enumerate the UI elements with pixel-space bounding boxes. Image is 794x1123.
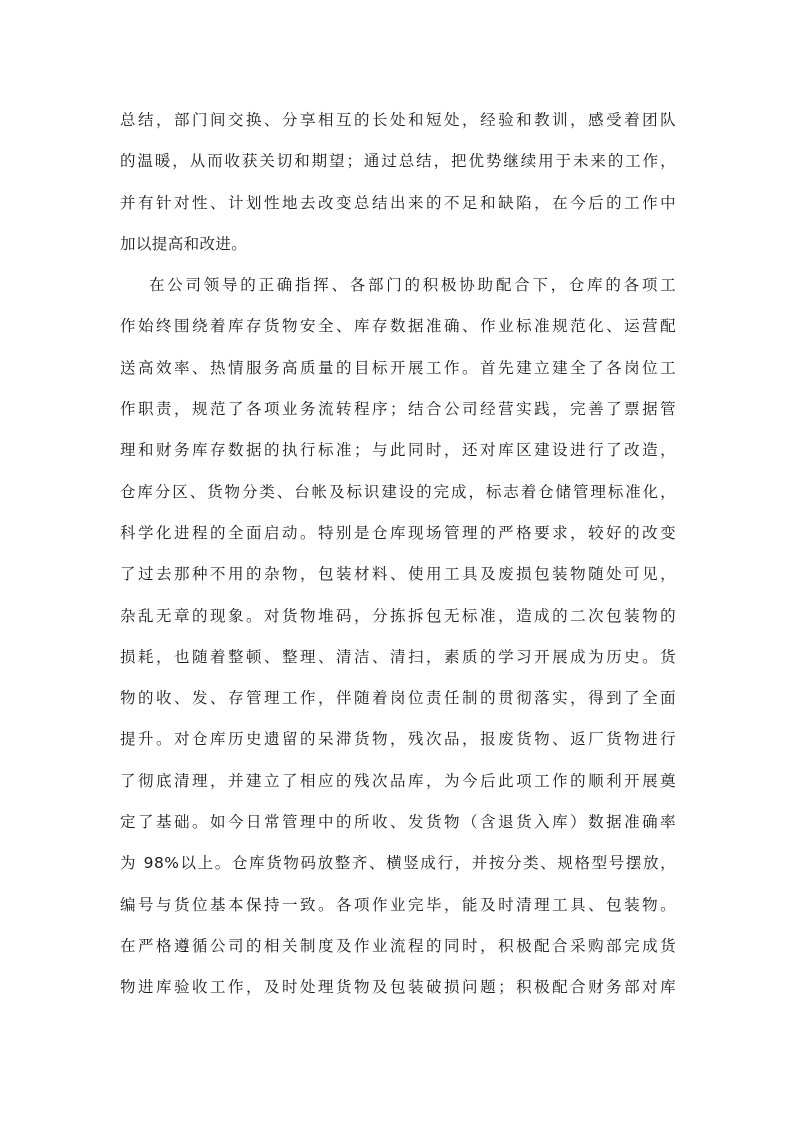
text-line: 在公司领导的正确指挥、各部门的积极协助配合下，仓库的各项工 bbox=[149, 276, 676, 295]
text-line: 物的收、发、存管理工作，伴随着岗位责任制的贯彻落实，得到了全面 bbox=[120, 689, 676, 708]
text-line: 送高效率、热情服务高质量的目标开展工作。首先建立建全了各岗位工 bbox=[120, 358, 676, 377]
document-body bbox=[120, 100, 676, 1009]
text-line: 定了基础。如今日常管理中的所收、发货物（含退货入库）数据准确率 bbox=[120, 813, 676, 832]
text-line: 提升。对仓库历史遗留的呆滞货物，残次品，报废货物、返厂货物进行 bbox=[120, 730, 676, 749]
text-line: 损耗，也随着整顿、整理、清洁、清扫，素质的学习开展成为历史。货 bbox=[120, 647, 676, 666]
text-line: 仓库分区、货物分类、台帐及标识建设的完成，标志着仓储管理标准化， bbox=[120, 482, 676, 501]
text-line: 物进库验收工作，及时处理货物及包装破损问题；积极配合财务部对库 bbox=[120, 978, 676, 997]
text-line: 为 98%以上。仓库货物码放整齐、横竖成行，并按分类、规格型号摆放， bbox=[120, 854, 676, 873]
text-line: 在严格遵循公司的相关制度及作业流程的同时，积极配合采购部完成货 bbox=[120, 936, 676, 955]
text-line: 的温暖，从而收获关切和期望；通过总结，把优势继续用于未来的工作， bbox=[120, 152, 676, 171]
text-line: 编号与货位基本保持一致。各项作业完毕，能及时清理工具、包装物。 bbox=[120, 895, 676, 914]
text-line: 理和财务库存数据的执行标准；与此同时，还对库区建设进行了改造， bbox=[120, 441, 676, 460]
text-line: 了过去那种不用的杂物，包装材料、使用工具及废损包装物随处可见， bbox=[120, 565, 676, 584]
text-line: 总结，部门间交换、分享相互的长处和短处，经验和教训，感受着团队 bbox=[120, 111, 676, 129]
text-line: 并有针对性、计划性地去改变总结出来的不足和缺陷，在今后的工作中 bbox=[120, 193, 676, 212]
text-line: 作职责，规范了各项业务流转程序；结合公司经营实践，完善了票据管 bbox=[120, 400, 676, 419]
text-line: 了彻底清理，并建立了相应的残次品库，为今后此项工作的顺利开展奠 bbox=[120, 771, 676, 790]
text-line: 杂乱无章的现象。对货物堆码，分拣拆包无标准，造成的二次包装物的 bbox=[120, 606, 676, 625]
text-line: 加以提高和改进。 bbox=[120, 234, 248, 253]
text-line: 作始终围绕着库存货物安全、库存数据准确、作业标准规范化、运营配 bbox=[120, 317, 676, 336]
text-line: 科学化进程的全面启动。特别是仓库现场管理的严格要求，较好的改变 bbox=[120, 523, 676, 542]
